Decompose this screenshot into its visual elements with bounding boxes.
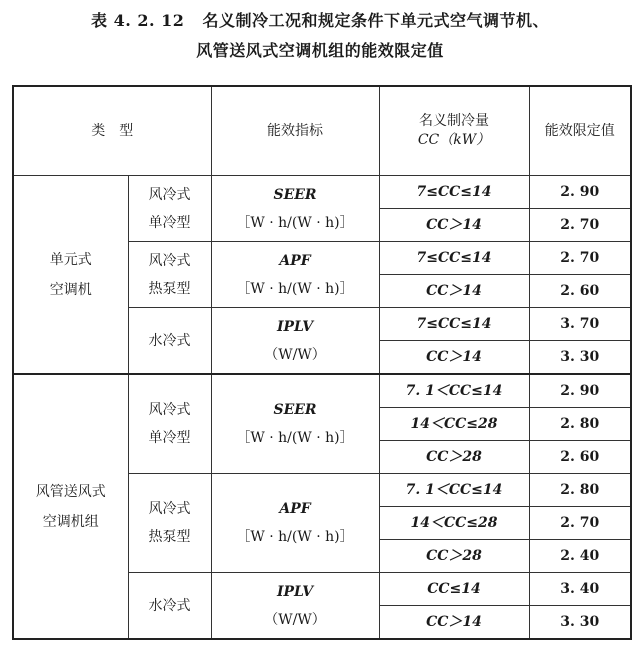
group-name-cell xyxy=(13,374,128,639)
capacity-condition: CC＞28 xyxy=(379,540,529,573)
group-name-line2: 空调机组 xyxy=(42,513,99,530)
subtype-cell xyxy=(128,573,211,640)
limit-value: 2. 70 xyxy=(529,507,631,540)
subtype-line1: 风冷式 xyxy=(148,402,191,418)
capacity-condition: CC＞28 xyxy=(379,441,529,474)
capacity-condition: 7≤CC≤14 xyxy=(379,176,529,209)
limit-value: 2. 70 xyxy=(529,242,631,275)
limit-value: 2. 90 xyxy=(529,374,631,408)
metric-unit: ［W · h/(W · h)］ xyxy=(236,214,354,231)
capacity-condition: 7≤CC≤14 xyxy=(379,308,529,341)
metric-cell xyxy=(211,242,379,308)
metric-unit: （W/W） xyxy=(264,346,326,363)
metric-abbr: APF xyxy=(279,501,311,517)
header-capacity-line2: CC（kW） xyxy=(417,132,491,148)
subtype-line1: 风冷式 xyxy=(148,186,191,203)
subtype-line1: 水冷式 xyxy=(148,332,191,349)
capacity-condition: CC＞14 xyxy=(379,275,529,308)
limit-value: 3. 70 xyxy=(529,308,631,341)
metric-abbr: IPLV xyxy=(276,583,314,600)
group-name-cell xyxy=(13,176,128,375)
metric-cell xyxy=(211,474,379,573)
metric-cell xyxy=(211,308,379,375)
group-name-line2: 空调机 xyxy=(49,281,92,298)
metric-unit: ［W · h/(W · h)］ xyxy=(236,430,354,446)
table-body xyxy=(13,176,631,640)
capacity-condition: 7. 1＜CC≤14 xyxy=(379,374,529,408)
header-capacity-line1: 名义制冷量 xyxy=(419,113,489,129)
metric-abbr: SEER xyxy=(273,402,317,418)
header-metric: 能效指标 xyxy=(211,86,379,176)
efficiency-limit-table xyxy=(12,85,632,640)
table-row xyxy=(13,176,631,209)
limit-value: 3. 40 xyxy=(529,573,631,606)
metric-cell xyxy=(211,374,379,474)
header-limit: 能效限定值 xyxy=(529,86,631,176)
limit-value: 2. 80 xyxy=(529,474,631,507)
header-type: 类 型 xyxy=(13,86,211,176)
subtype-cell xyxy=(128,374,211,474)
metric-cell xyxy=(211,573,379,640)
subtype-cell xyxy=(128,242,211,308)
subtype-line1: 风冷式 xyxy=(148,501,191,517)
capacity-condition: CC＞14 xyxy=(379,341,529,375)
limit-value: 2. 60 xyxy=(529,441,631,474)
metric-cell xyxy=(211,176,379,242)
caption-line-2: 风管送风式空调机组的能效限定值 xyxy=(196,41,444,60)
subtype-line1: 风冷式 xyxy=(148,252,191,269)
limit-value: 3. 30 xyxy=(529,341,631,375)
limit-value: 3. 30 xyxy=(529,606,631,640)
header-row xyxy=(13,86,631,176)
caption-title-1: 名义制冷工况和规定条件下单元式空气调节机、 xyxy=(202,11,549,30)
caption-line-1 xyxy=(0,6,640,36)
subtype-line1: 水冷式 xyxy=(148,597,191,614)
limit-value: 2. 80 xyxy=(529,408,631,441)
capacity-condition: CC＞14 xyxy=(379,209,529,242)
capacity-condition: 7. 1＜CC≤14 xyxy=(379,474,529,507)
capacity-condition: 14＜CC≤28 xyxy=(379,408,529,441)
subtype-line2: 热泵型 xyxy=(148,280,191,297)
table-caption xyxy=(0,6,640,66)
metric-unit: ［W · h/(W · h)］ xyxy=(236,529,354,545)
table-row xyxy=(13,374,631,408)
metric-abbr: IPLV xyxy=(276,318,314,335)
limit-value: 2. 40 xyxy=(529,540,631,573)
metric-unit: （W/W） xyxy=(264,611,326,628)
limit-value: 2. 90 xyxy=(529,176,631,209)
subtype-cell xyxy=(128,308,211,375)
capacity-condition: 7≤CC≤14 xyxy=(379,242,529,275)
capacity-condition: 14＜CC≤28 xyxy=(379,507,529,540)
metric-unit: ［W · h/(W · h)］ xyxy=(236,280,354,297)
subtype-line2: 热泵型 xyxy=(148,529,191,545)
group-name-line1: 单元式 xyxy=(49,251,92,268)
capacity-condition: CC＞14 xyxy=(379,606,529,640)
metric-abbr: SEER xyxy=(273,186,317,203)
group-name-line1: 风管送风式 xyxy=(35,483,106,500)
limit-value: 2. 70 xyxy=(529,209,631,242)
subtype-line2: 单冷型 xyxy=(148,214,191,231)
subtype-cell xyxy=(128,176,211,242)
header-capacity xyxy=(379,86,529,176)
limit-value: 2. 60 xyxy=(529,275,631,308)
table-number: 表 4. 2. 12 xyxy=(91,11,185,30)
subtype-line2: 单冷型 xyxy=(148,430,191,446)
subtype-cell xyxy=(128,474,211,573)
capacity-condition: CC≤14 xyxy=(379,573,529,606)
metric-abbr: APF xyxy=(279,252,311,269)
